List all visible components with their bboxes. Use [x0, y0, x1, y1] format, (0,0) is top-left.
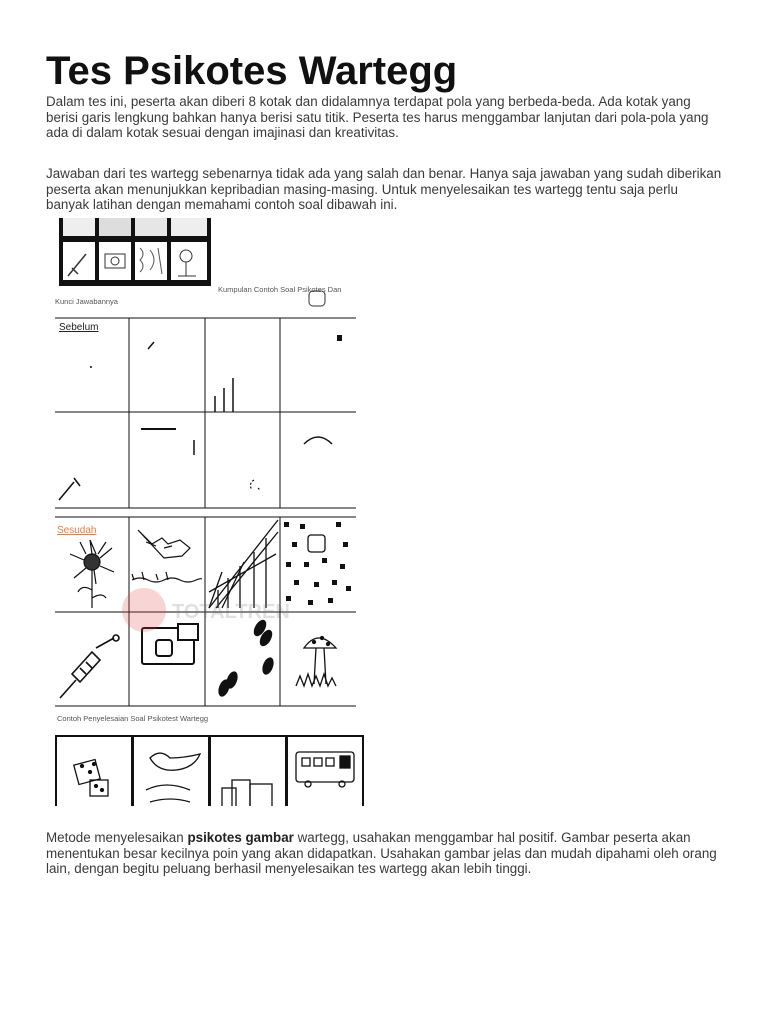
intro-paragraph: Dalam tes ini, peserta akan diberi 8 kotak dan didalamnya terdapat pola yang berbeda-beda. Ada kotak yang berisi garis lengkung bahkan hanya berisi satu titik. Peserta tes harus menggambar lanjutan dari pola-pola yang ada di dalam kotak sesuai dengan imajinasi dan kreativitas. — [46, 94, 709, 140]
method-text-start: Metode menyelesaikan — [46, 830, 188, 845]
answer-paragraph: Jawaban dari tes wartegg sebenarnya tidak ada yang salah dan benar. Hanya saja jawaban yang sudah diberikan peserta akan menunjukkan kepribadian masing-masing. Untuk menyelesaikan tes wartegg tentu saja perlu banyak latihan dengan memahami contoh soal dibawah ini. — [46, 166, 722, 212]
syringe-drawing — [60, 635, 119, 698]
svg-text:TOTALTREN: TOTALTREN — [172, 601, 290, 623]
thumbnail-grid — [59, 218, 211, 286]
bus-drawing — [296, 752, 354, 787]
figure-caption-bottom: Contoh Penyelesaian Soal Psikotest Wartegg — [57, 714, 209, 723]
flower-drawing — [70, 540, 114, 608]
dotted-square-drawing — [284, 522, 351, 605]
wartegg-sebelum-image — [46, 218, 376, 462]
example-boxes — [56, 736, 363, 806]
page-title: Tes Psikotes Wartegg — [46, 49, 458, 93]
method-paragraph — [46, 830, 722, 877]
figure-sebelum — [46, 218, 376, 462]
psikotes-gambar-bold: psikotes gambar — [187, 830, 294, 845]
rail-drawing — [209, 520, 278, 608]
figure-caption-right: Kumpulan Contoh Soal Psikotes Dan — [218, 285, 342, 294]
wartegg-sesudah-image — [46, 462, 372, 806]
mushroom-drawing — [296, 637, 336, 687]
method-text-end: wartegg, usahakan menggambar hal positif. Gambar peserta akan menentukan besar kecilnya poin yang akan didapatkan. Usahakan gambar jelas dan mudah dipahami oleh orang lain, dengan begitu peluang berhasil menyelesaikan tes wartegg akan lebih tinggi. — [46, 830, 717, 876]
dice-drawing — [74, 759, 108, 796]
footprints-drawing — [216, 618, 276, 698]
sebelum-label: Sebelum — [59, 322, 99, 333]
bird-drawing — [146, 753, 200, 802]
birds-drawing — [132, 530, 202, 582]
sesudah-label: Sesudah — [57, 525, 97, 536]
figure-sesudah — [46, 462, 372, 806]
building-drawing — [222, 780, 272, 806]
figure-caption-left: Kunci Jawabannya — [55, 297, 118, 306]
